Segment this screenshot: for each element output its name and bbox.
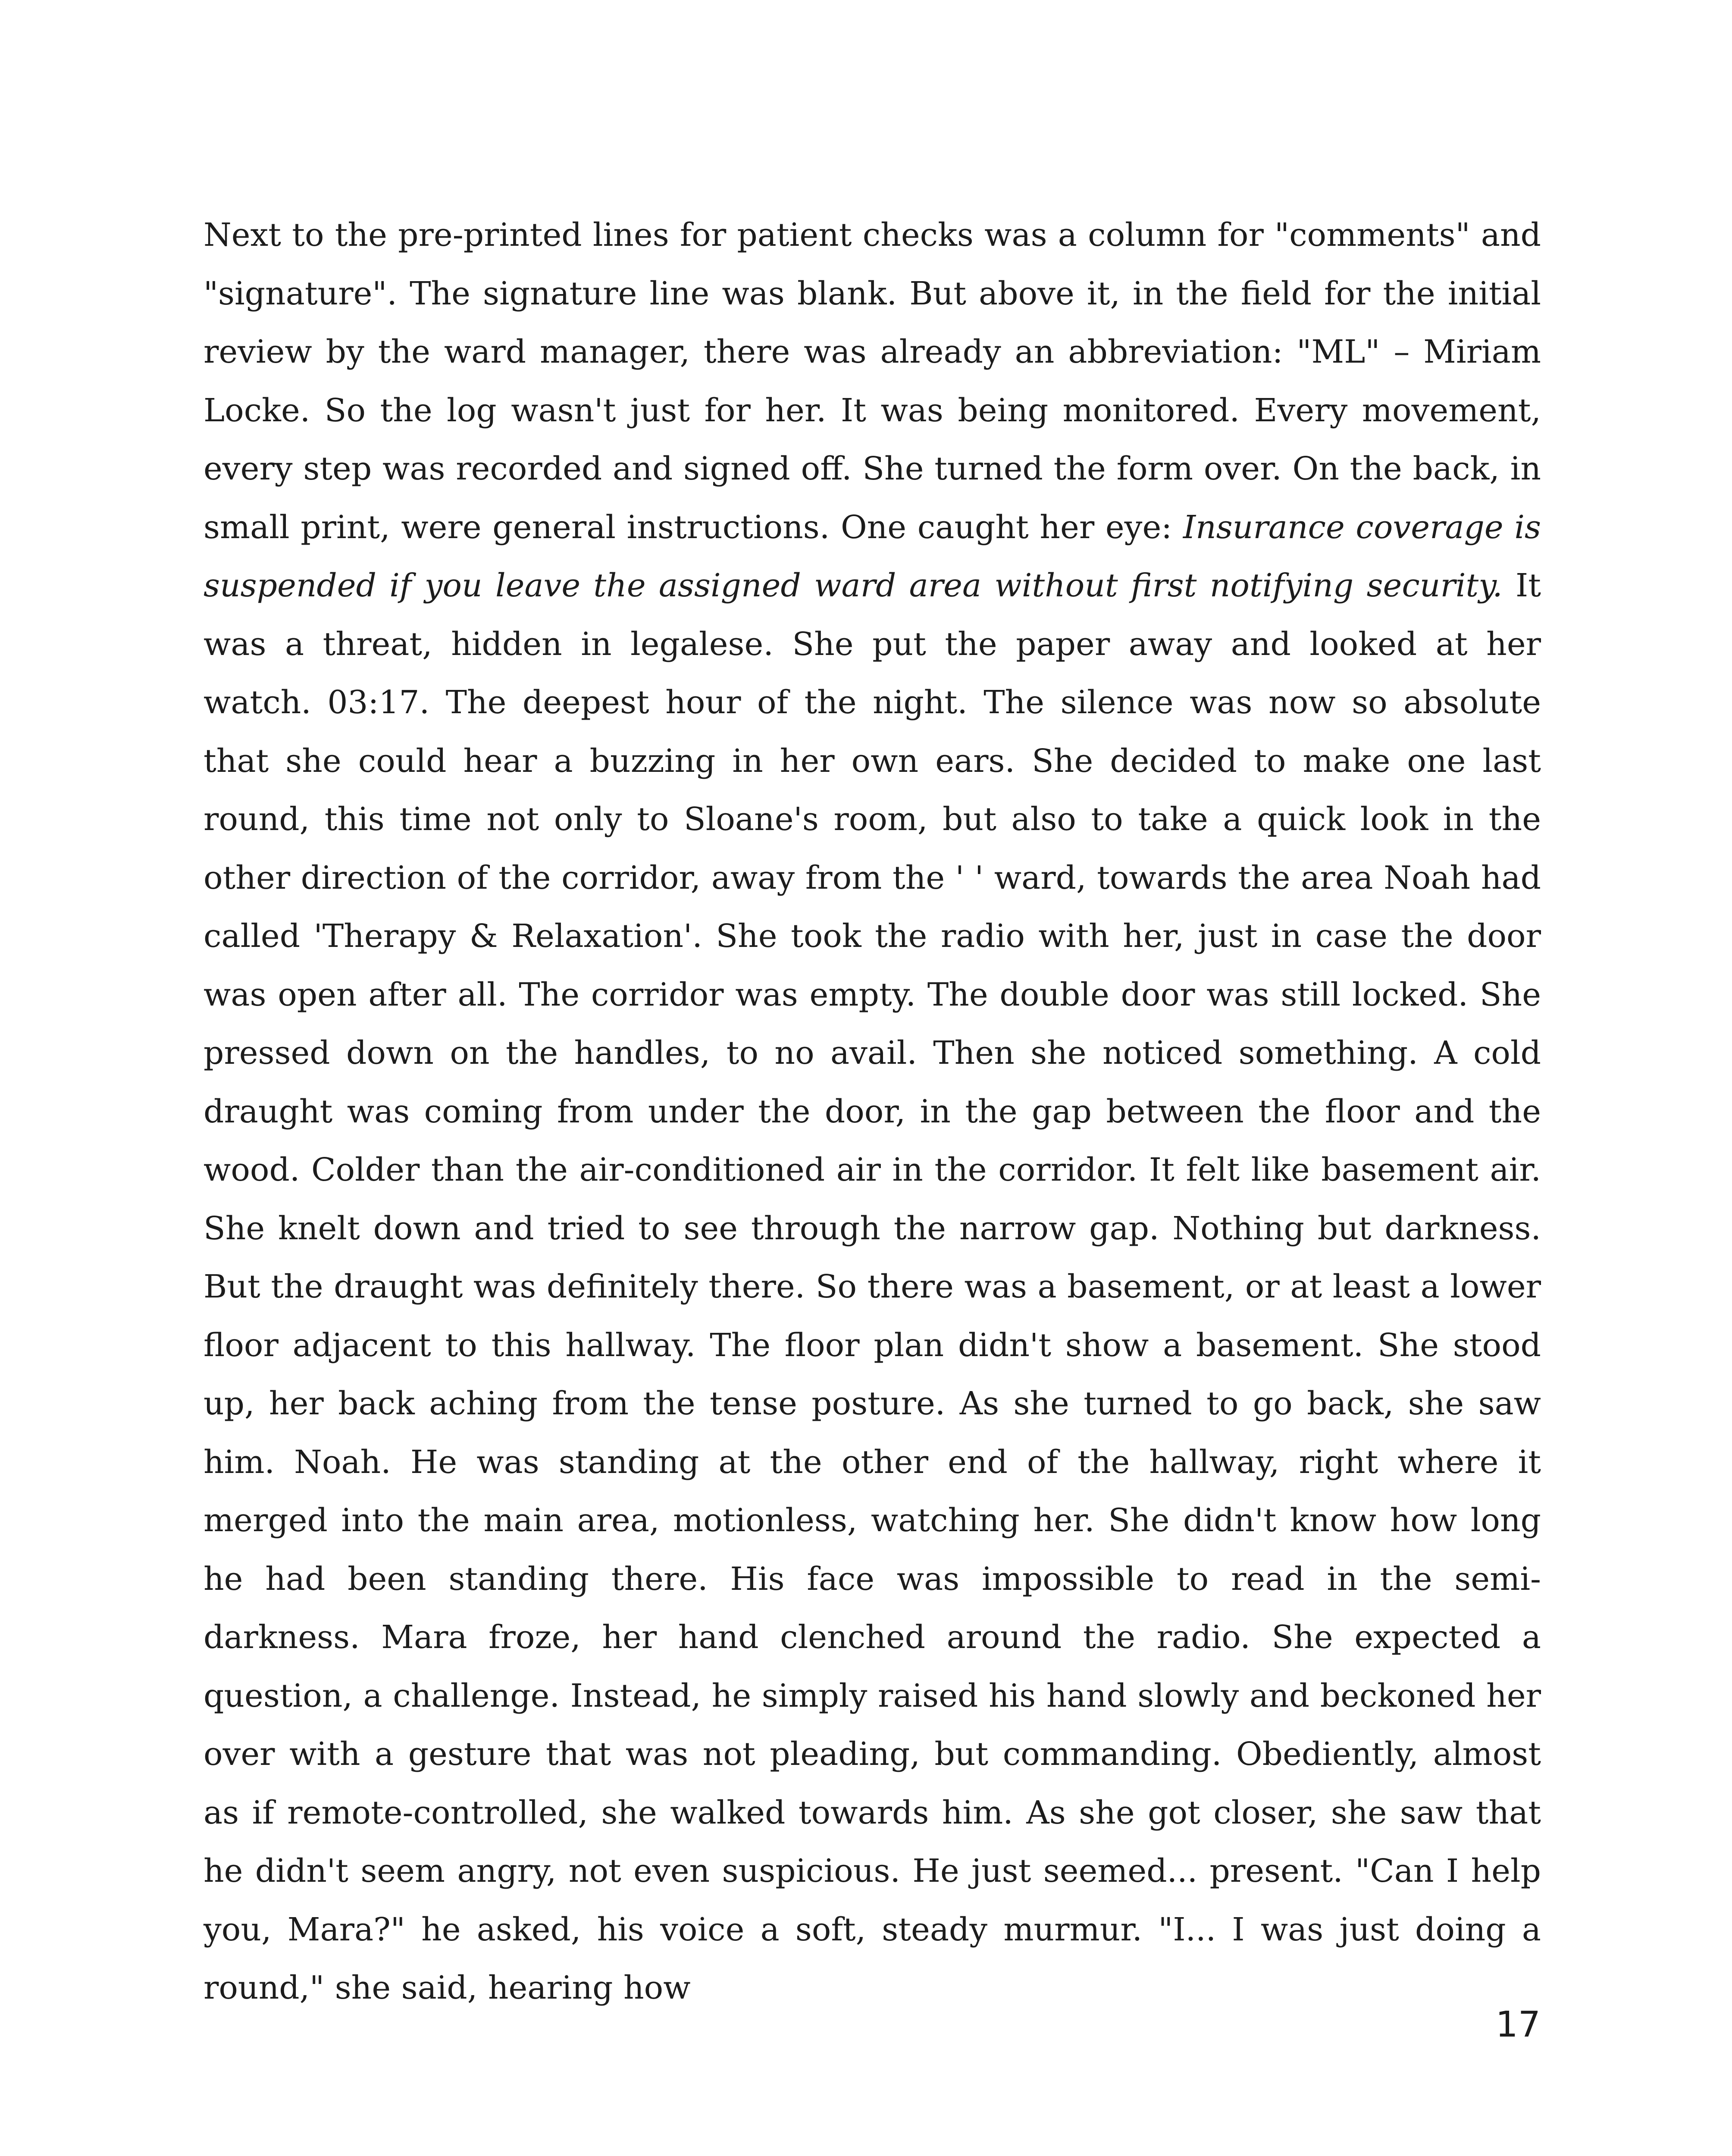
paragraph-segment-1: Next to the pre-printed lines for patient checks was a column for "comments" and "signature". The signature line was blank. But above it, in the field for the initial review by the ward manager, there was already an abbreviation: "ML" – Miriam Locke. So the log wasn't just for her. It was being monitored. Every movement, every step was recorded and signed off. She turned the form over. On the back, in small print, were general instructions. One caught her eye: bbox=[204, 216, 1541, 546]
paragraph-segment-italic: Insurance coverage is suspended if you leave the assigned ward area without first notifying security. bbox=[204, 508, 1541, 604]
body-paragraph bbox=[204, 206, 1541, 2018]
page-number: 17 bbox=[1495, 2004, 1541, 2045]
paragraph-segment-3: It was a threat, hidden in legalese. She put the paper away and looked at her watch. 03:17. The deepest hour of the night. The silence was now so absolute that she could hear a buzzing in her own ears. She decided to make one last round, this time not only to Sloane's room, but also to take a quick look in the other direction of the corridor, away from the ' ' ward, towards the area Noah had called 'Therapy & Relaxation'. She took the radio with her, just in case the door was open after all. The corridor was empty. The double door was still locked. She pressed down on the handles, to no avail. Then she noticed something. A cold draught was coming from under the door, in the gap between the floor and the wood. Colder than the air-conditioned air in the corridor. It felt like basement air. She knelt down and tried to see through the narrow gap. Nothing but darkness. But the draught was definitely there. So there was a basement, or at least a lower floor adjacent to this hallway. The floor plan didn't show a basement. She stood up, her back aching from the tense posture. As she turned to go back, she saw him. Noah. He was standing at the other end of the hallway, right where it merged into the main area, motionless, watching her. She didn't know how long he had been standing there. His face was impossible to read in the semi-darkness. Mara froze, her hand clenched around the radio. She expected a question, a challenge. Instead, he simply raised his hand slowly and beckoned her over with a gesture that was not pleading, but commanding. Obediently, almost as if remote-controlled, she walked towards him. As she got closer, she saw that he didn't seem angry, not even suspicious. He just seemed... present. "Can I help you, Mara?" he asked, his voice a soft, steady murmur. "I... I was just doing a round," she said, hearing how bbox=[204, 567, 1541, 2006]
